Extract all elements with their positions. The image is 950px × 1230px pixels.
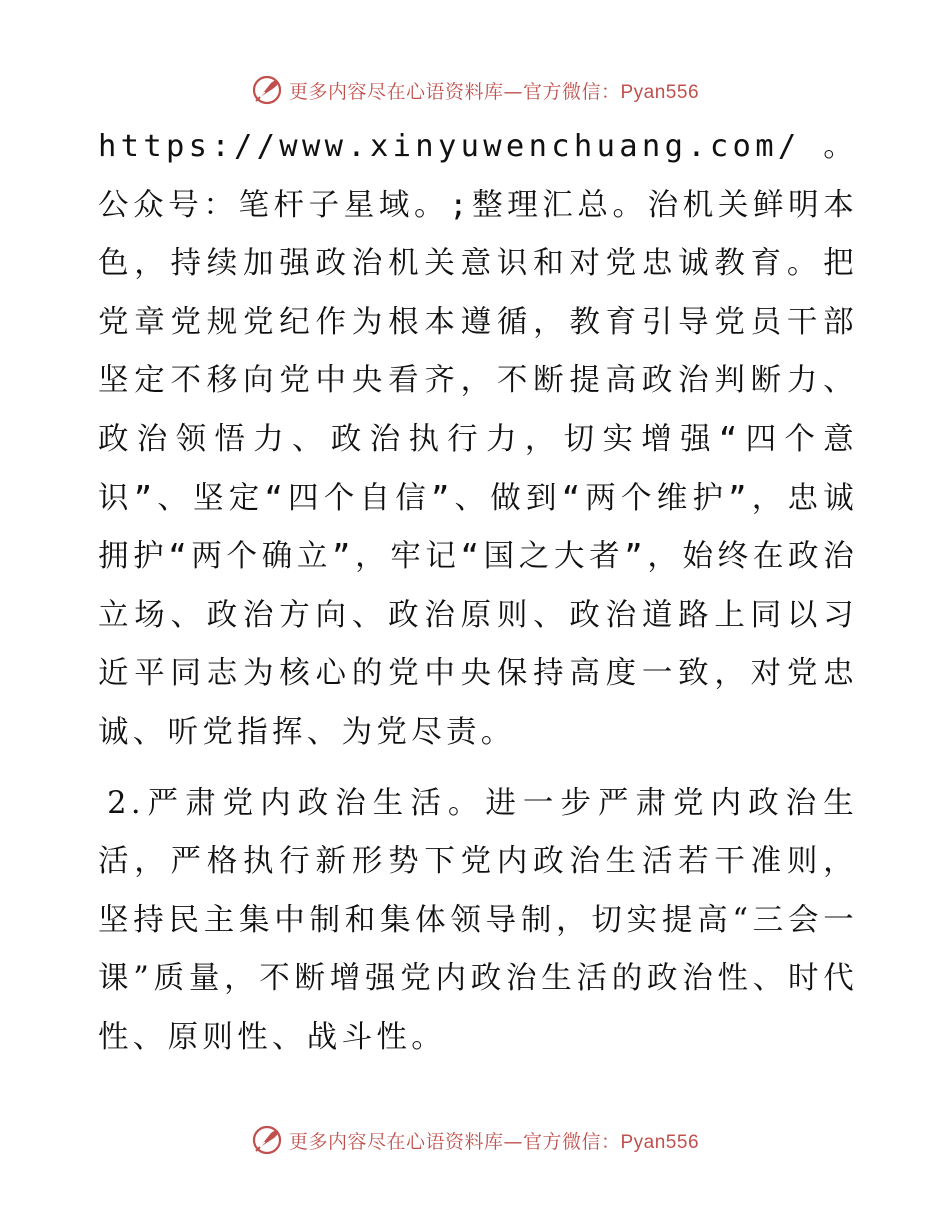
footer-wechat-id: Pyan556 [620, 1131, 700, 1153]
header-banner-text [289, 77, 699, 104]
header-banner-label: 更多内容尽在心语资料库—官方微信： [288, 80, 621, 103]
paragraph-2: 2.严肃党内政治生活。进一步严肃党内政治生活，严格执行新形势下党内政治生活若干准则，坚持民主集中制和集体领导制，切实提高“三会一课”质量，不断增强党内政治生活的政治性、时代性、原则性、战斗性。 [98, 785, 858, 1055]
header-banner [0, 70, 950, 110]
quill-logo-icon [251, 74, 283, 106]
header-banner-inner [251, 74, 699, 106]
footer-banner-inner [251, 1124, 699, 1156]
quill-logo-icon [251, 1124, 283, 1156]
paragraph-1: https://www.xinyuwenchuang.com/。公众号：笔杆子星域。;整理汇总。治机关鲜明本色，持续加强政治机关意识和对党忠诚教育。把党章党规党纪作为根本遵循，教育引导党员干部坚定不移向党中央看齐，不断提高政治判断力、政治领悟力、政治执行力，切实增强“四个意识”、坚定“四个自信”、做到“两个维护”，忠诚拥护“两个确立”，牢记“国之大者”，始终在政治立场、政治方向、政治原则、政治道路上同以习近平同志为核心的党中央保持高度一致，对党忠诚、听党指挥、为党尽责。 [98, 129, 858, 750]
document-body [98, 118, 858, 1068]
footer-banner [0, 1120, 950, 1160]
header-wechat-id: Pyan556 [620, 81, 700, 103]
footer-banner-text [289, 1127, 699, 1154]
footer-banner-label: 更多内容尽在心语资料库—官方微信： [288, 1130, 621, 1153]
